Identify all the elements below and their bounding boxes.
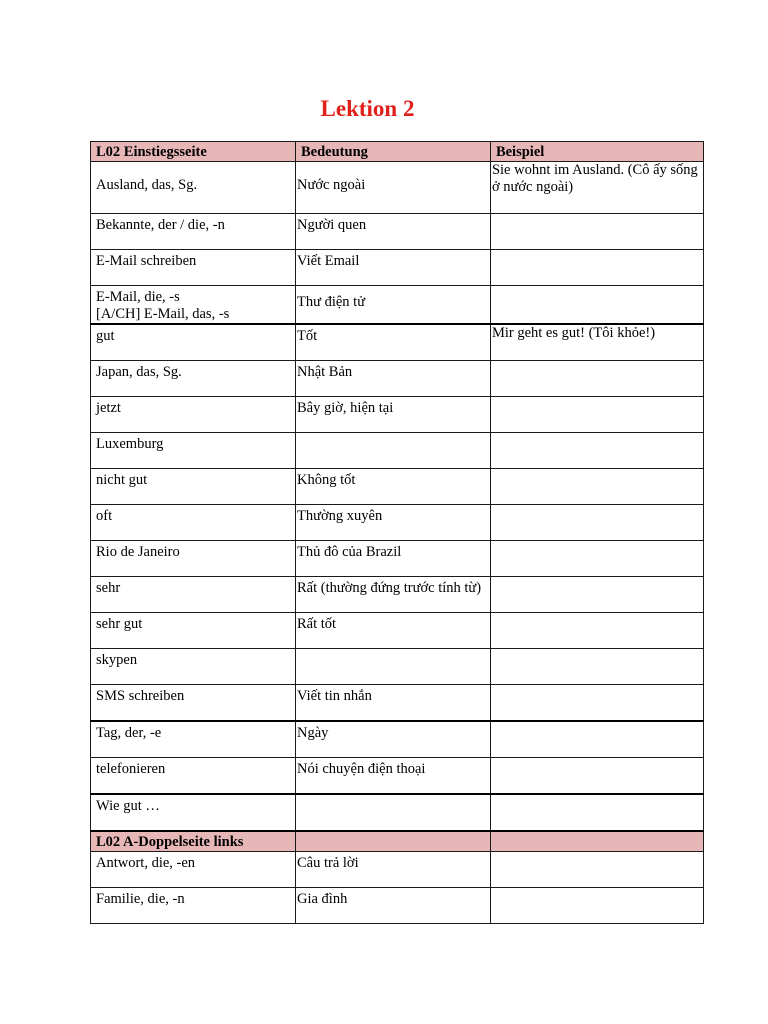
table-row <box>91 758 704 795</box>
word-cell: E-Mail schreiben <box>91 250 296 286</box>
table-row <box>91 505 704 541</box>
meaning-cell: Nhật Bản <box>296 361 491 397</box>
example-cell <box>490 613 703 649</box>
table-row <box>91 721 704 758</box>
example-cell <box>490 721 703 758</box>
meaning-cell: Ngày <box>296 721 491 758</box>
table-row <box>91 888 704 924</box>
table-row <box>91 162 704 214</box>
word-cell: Ausland, das, Sg. <box>91 162 296 214</box>
table-row <box>91 286 704 325</box>
example-cell <box>490 888 703 924</box>
word-cell <box>91 286 296 325</box>
table-header-row <box>91 142 704 162</box>
meaning-cell: Câu trả lời <box>296 852 491 888</box>
example-cell <box>490 685 703 722</box>
word-cell: Familie, die, -n <box>91 888 296 924</box>
word-cell: sehr <box>91 577 296 613</box>
word-cell: Tag, der, -e <box>91 721 296 758</box>
word-cell: Rio de Janeiro <box>91 541 296 577</box>
table-row <box>91 397 704 433</box>
word-cell: telefonieren <box>91 758 296 795</box>
meaning-cell: Rất tốt <box>296 613 491 649</box>
word-line: [A/CH] E-Mail, das, -s <box>96 306 230 322</box>
header-cell-word: L02 Einstiegsseite <box>91 142 296 162</box>
table-row <box>91 361 704 397</box>
meaning-cell: Tốt <box>296 324 491 361</box>
example-cell <box>490 758 703 795</box>
table-row <box>91 649 704 685</box>
table-row <box>91 685 704 722</box>
example-cell: Sie wohnt im Ausland. (Cô ấy sống ở nước ngoài) <box>490 162 703 214</box>
table-row <box>91 469 704 505</box>
section-title-cell: L02 A-Doppelseite links <box>91 831 296 852</box>
word-cell: oft <box>91 505 296 541</box>
word-cell: SMS schreiben <box>91 685 296 722</box>
meaning-cell: Không tốt <box>296 469 491 505</box>
meaning-cell: Nói chuyện điện thoại <box>296 758 491 795</box>
table-row <box>91 794 704 831</box>
table-row <box>91 852 704 888</box>
word-cell: skypen <box>91 649 296 685</box>
word-cell: Wie gut … <box>91 794 296 831</box>
example-cell <box>490 505 703 541</box>
word-cell: jetzt <box>91 397 296 433</box>
meaning-cell: Thường xuyên <box>296 505 491 541</box>
meaning-cell: Bây giờ, hiện tại <box>296 397 491 433</box>
section-header-row <box>91 831 704 852</box>
header-cell-meaning: Bedeutung <box>296 142 491 162</box>
word-line: E-Mail, die, -s <box>96 289 180 305</box>
word-cell: Bekannte, der / die, -n <box>91 214 296 250</box>
example-cell <box>490 649 703 685</box>
example-cell <box>490 852 703 888</box>
example-cell <box>490 469 703 505</box>
section-empty-cell <box>296 831 491 852</box>
table-row <box>91 541 704 577</box>
page-title: Lektion 2 <box>320 96 415 121</box>
word-cell: gut <box>91 324 296 361</box>
example-cell: Mir geht es gut! (Tôi khỏe!) <box>490 324 703 361</box>
example-cell <box>490 361 703 397</box>
meaning-cell: Gia đình <box>296 888 491 924</box>
example-cell <box>490 250 703 286</box>
table-row <box>91 250 704 286</box>
section-empty-cell <box>490 831 703 852</box>
table-row <box>91 324 704 361</box>
example-cell <box>490 433 703 469</box>
meaning-cell: Viết Email <box>296 250 491 286</box>
example-cell <box>490 794 703 831</box>
example-cell <box>490 577 703 613</box>
meaning-cell <box>296 649 491 685</box>
vocabulary-table <box>90 141 704 924</box>
meaning-cell <box>296 433 491 469</box>
meaning-cell: Thủ đô của Brazil <box>296 541 491 577</box>
word-cell: Luxemburg <box>91 433 296 469</box>
example-cell <box>490 214 703 250</box>
table-row <box>91 433 704 469</box>
meaning-cell: Thư điện tử <box>296 286 491 325</box>
word-cell: sehr gut <box>91 613 296 649</box>
table-row <box>91 613 704 649</box>
table-row <box>91 577 704 613</box>
word-cell: Antwort, die, -en <box>91 852 296 888</box>
table-row <box>91 214 704 250</box>
example-cell <box>490 286 703 325</box>
meaning-cell: Người quen <box>296 214 491 250</box>
meaning-cell: Nước ngoài <box>296 162 491 214</box>
word-cell: Japan, das, Sg. <box>91 361 296 397</box>
word-cell: nicht gut <box>91 469 296 505</box>
meaning-cell: Rất (thường đứng trước tính từ) <box>296 577 491 613</box>
example-cell <box>490 541 703 577</box>
meaning-cell: Viết tin nhắn <box>296 685 491 722</box>
meaning-cell <box>296 794 491 831</box>
header-cell-example: Beispiel <box>490 142 703 162</box>
example-cell <box>490 397 703 433</box>
